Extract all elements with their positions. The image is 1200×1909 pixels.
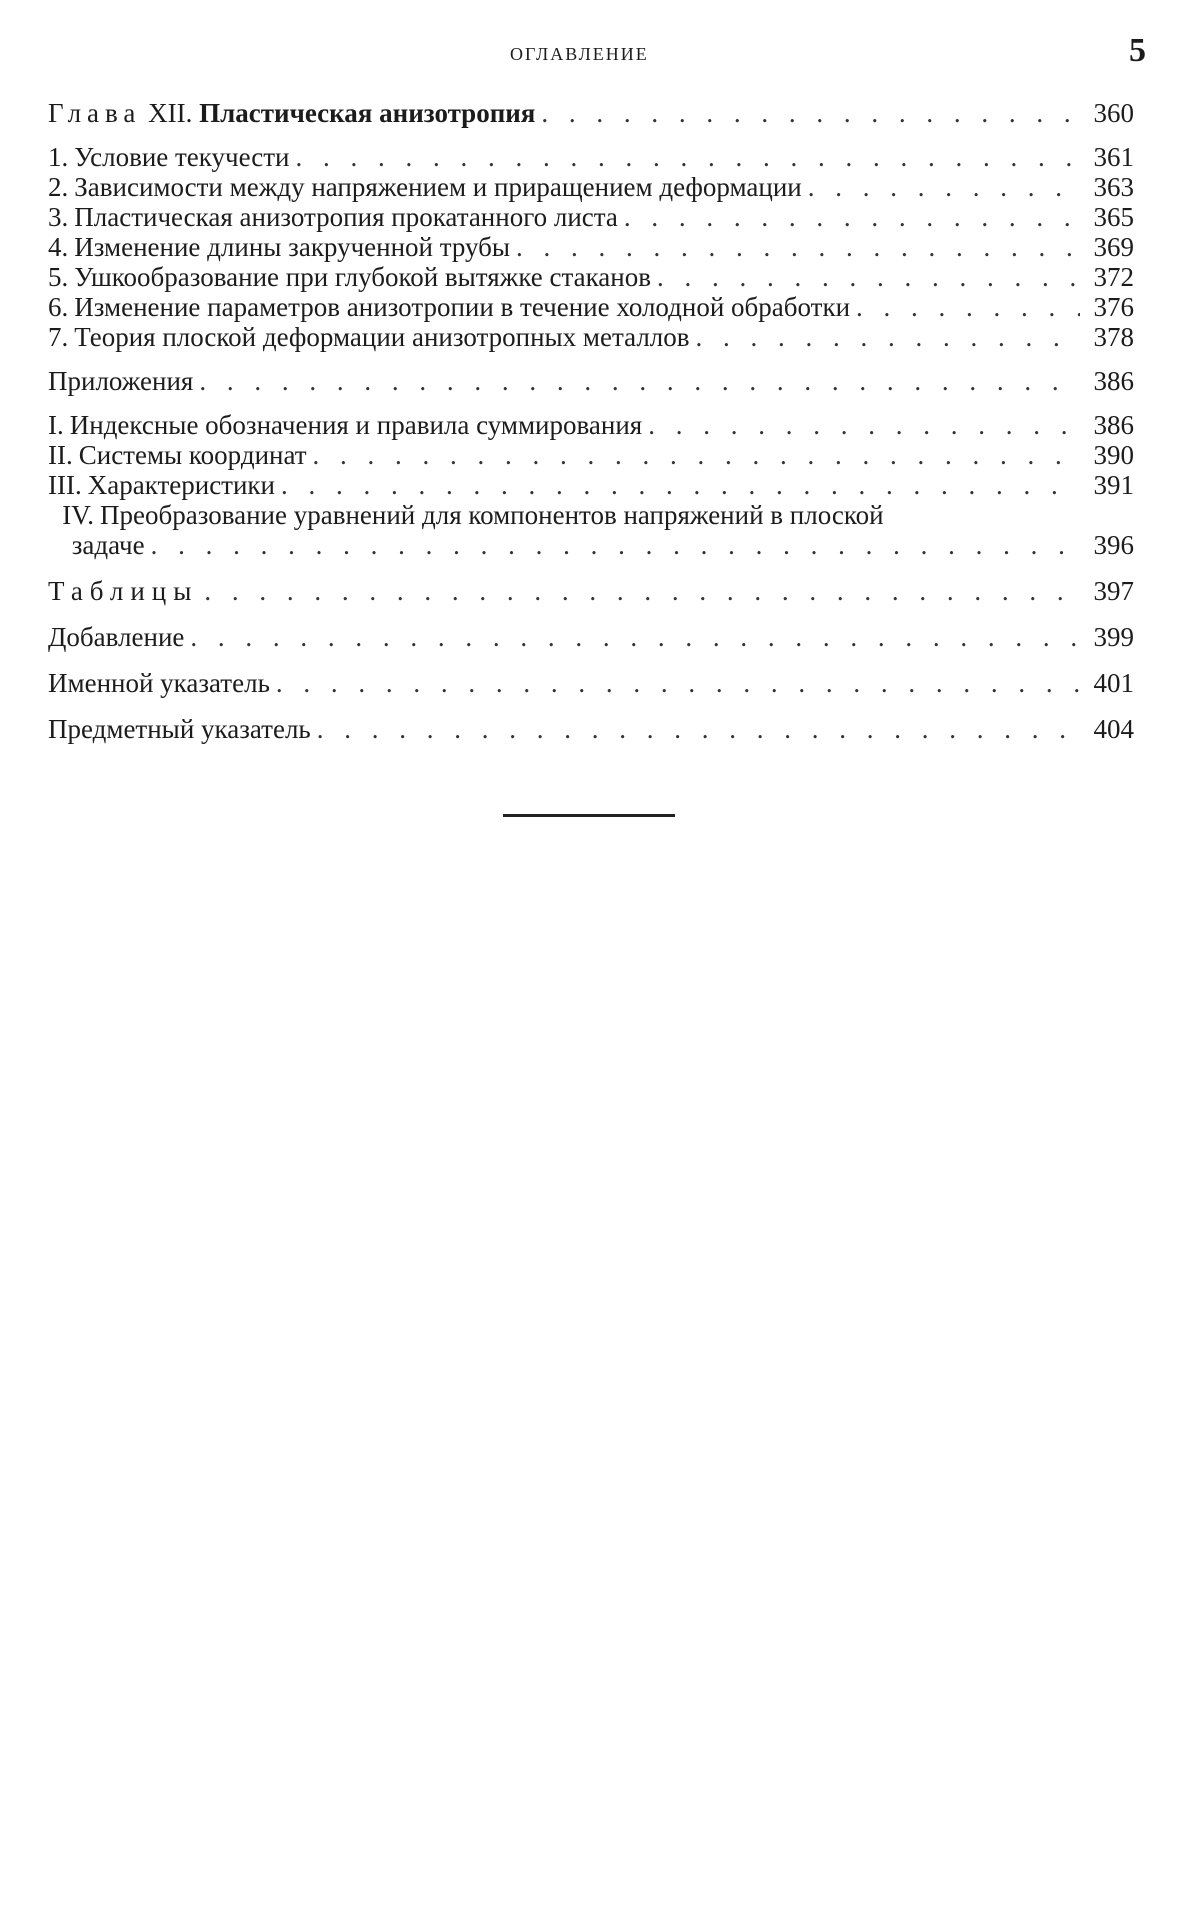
- section-number: 2.: [48, 172, 69, 202]
- section-page: 378: [1093, 322, 1134, 352]
- section-number: 7.: [48, 322, 69, 352]
- back-matter-title: Добавление: [48, 622, 185, 652]
- toc-appendix-entry[interactable]: [48, 410, 1134, 440]
- dot-leader: [657, 262, 1080, 292]
- running-title: ОГЛАВЛЕНИЕ: [510, 44, 649, 64]
- toc-section-entry[interactable]: [48, 292, 1134, 322]
- chapter-label: Глава: [48, 98, 142, 128]
- appendix-page: 386: [1093, 366, 1134, 396]
- page-number: 5: [1129, 32, 1146, 69]
- back-matter-title: Предметный указатель: [48, 714, 311, 744]
- dot-leader: [313, 440, 1080, 470]
- dot-leader: [856, 292, 1080, 322]
- dot-leader: [296, 142, 1081, 172]
- dot-leader: [190, 622, 1080, 652]
- dot-leader: [624, 202, 1080, 232]
- section-number: 3.: [48, 202, 69, 232]
- table-of-contents: [48, 98, 1134, 744]
- appendix-item-title-line1: Преобразование уравнений для компонентов напряжений в плоской: [100, 500, 884, 530]
- section-number: 5.: [48, 262, 69, 292]
- back-matter-page: 401: [1093, 668, 1134, 698]
- section-page: 365: [1093, 202, 1134, 232]
- section-number: 6.: [48, 292, 69, 322]
- toc-section-entry[interactable]: [48, 322, 1134, 352]
- appendix-number: II.: [48, 440, 73, 470]
- toc-section-entry[interactable]: [48, 232, 1134, 262]
- appendix-item-page: 391: [1093, 470, 1134, 500]
- toc-appendix-entry[interactable]: [48, 470, 1134, 500]
- dot-leader: [541, 98, 1080, 128]
- chapter-page: 360: [1093, 98, 1134, 128]
- appendix-number: IV.: [62, 500, 94, 530]
- dot-leader: [648, 410, 1080, 440]
- section-page: 372: [1093, 262, 1134, 292]
- toc-section-entry[interactable]: [48, 262, 1134, 292]
- section-end-rule: [503, 814, 675, 817]
- section-number: 1.: [48, 142, 69, 172]
- toc-back-matter-entry[interactable]: [48, 622, 1134, 652]
- section-page: 361: [1093, 142, 1134, 172]
- section-title: Ушкообразование при глубокой вытяжке стаканов: [74, 262, 651, 292]
- section-title: Теория плоской деформации анизотропных металлов: [74, 322, 690, 352]
- appendix-item-page: 396: [1093, 530, 1134, 560]
- back-matter-page: 397: [1093, 576, 1134, 606]
- toc-section-entry[interactable]: [48, 172, 1134, 202]
- section-title: Изменение параметров анизотропии в течение холодной обработки: [74, 292, 851, 322]
- dot-leader: [317, 714, 1080, 744]
- chapter-number: XII.: [148, 98, 193, 128]
- appendix-number: III.: [48, 470, 82, 500]
- dot-leader: [199, 366, 1080, 396]
- section-page: 363: [1093, 172, 1134, 202]
- appendix-item-page: 386: [1093, 410, 1134, 440]
- back-matter-page: 399: [1093, 622, 1134, 652]
- toc-back-matter-entry[interactable]: [48, 576, 1134, 606]
- dot-leader: [276, 668, 1080, 698]
- back-matter-page: 404: [1093, 714, 1134, 744]
- dot-leader: [808, 172, 1080, 202]
- appendix-item-title-line2: задаче: [71, 530, 145, 560]
- section-number: 4.: [48, 232, 69, 262]
- dot-leader: [204, 576, 1080, 606]
- appendix-title: Приложения: [48, 366, 194, 396]
- appendix-item-page: 390: [1093, 440, 1134, 470]
- section-title: Пластическая анизотропия прокатанного листа: [74, 202, 618, 232]
- appendix-item-title: Характеристики: [87, 470, 275, 500]
- dot-leader: [281, 470, 1080, 500]
- toc-appendix-entry[interactable]: [48, 500, 1134, 560]
- dot-leader: [516, 232, 1080, 262]
- section-title: Условие текучести: [74, 142, 290, 172]
- chapter-title: Пластическая анизотропия: [199, 98, 536, 128]
- section-title: Зависимости между напряжением и приращением деформации: [74, 172, 802, 202]
- appendix-item-title: Индексные обозначения и правила суммирования: [69, 410, 643, 440]
- section-page: 369: [1093, 232, 1134, 262]
- appendix-item-title: Системы координат: [78, 440, 307, 470]
- section-title: Изменение длины закрученной трубы: [74, 232, 511, 262]
- toc-appendix-heading[interactable]: [48, 366, 1134, 396]
- dot-leader: [151, 530, 1080, 560]
- toc-section-entry[interactable]: [48, 142, 1134, 172]
- toc-section-entry[interactable]: [48, 202, 1134, 232]
- back-matter-title: Именной указатель: [48, 668, 270, 698]
- page-header: [0, 32, 1200, 72]
- back-matter-title: Таблицы: [48, 576, 199, 606]
- toc-appendix-entry[interactable]: [48, 440, 1134, 470]
- dot-leader: [696, 322, 1080, 352]
- toc-back-matter-entry[interactable]: [48, 714, 1134, 744]
- toc-chapter-entry[interactable]: [48, 98, 1134, 128]
- appendix-number: I.: [48, 410, 64, 440]
- section-page: 376: [1093, 292, 1134, 322]
- toc-back-matter-entry[interactable]: [48, 668, 1134, 698]
